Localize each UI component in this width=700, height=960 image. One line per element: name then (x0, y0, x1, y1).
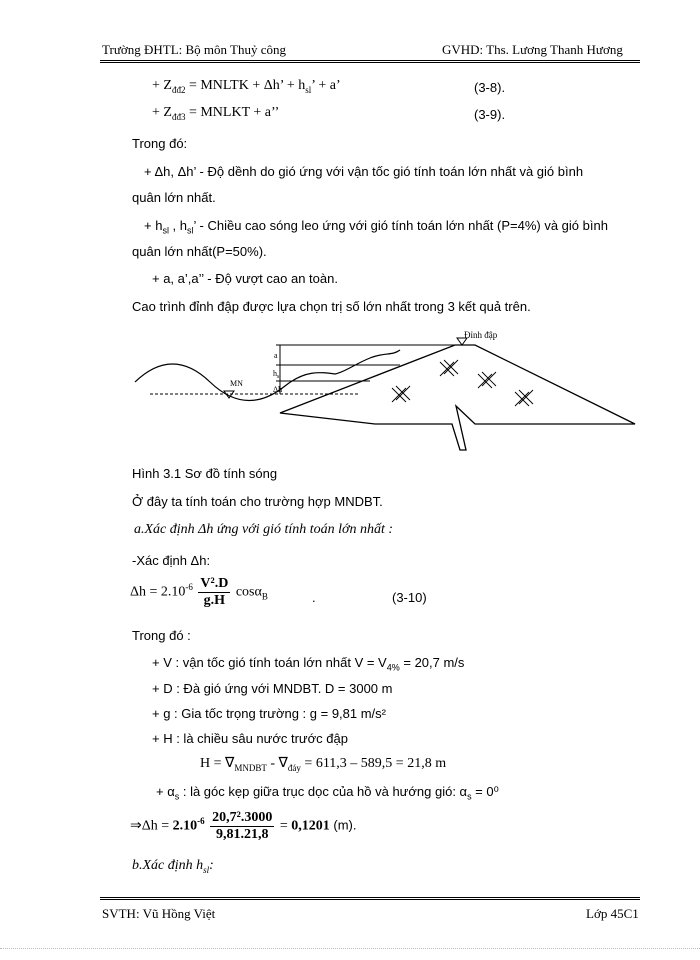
h-formula: $H = \nabla_{MNDBT} - \nabla_{đáy} = 611,3 - 589,5 = 21,8$ m (200, 756, 447, 773)
wave-diagram (130, 328, 645, 456)
summary-text: Cao trình đỉnh đập được lựa chọn trị số lớn nhất trong 3 kết quả trên. (132, 299, 531, 314)
case-line: Ở đây ta tính toán cho trường hợp MNDBT. (132, 494, 383, 509)
page-edge-dotted-line (0, 948, 700, 949)
equation-3-9: + $Z_{đđ3}$ = MNLKT + a’’ (152, 105, 280, 122)
equation-3-10-number: (3-10) (392, 590, 427, 605)
footer-rule-2 (100, 899, 640, 900)
bullet-safety: + a, a’,a’’ - Độ vượt cao an toàn. (152, 271, 338, 286)
bullet-delta-h-line1: + Δh, Δh’ - Độ dềnh do gió ứng với vận tốc gió tính toán lớn nhất và gió bình (144, 164, 584, 179)
trong-do-label: Trong đó: (132, 136, 188, 151)
equation-3-10: $\Delta h = 2.10^{-6}$ $\frac{\text{V².D}}{g.H}$ cosα$_B$ (130, 576, 268, 608)
header-left: Trường ĐHTL: Bộ môn Thuỷ công (102, 42, 287, 57)
mn-label: MN (230, 379, 243, 388)
bullet-hsl-line1: + $h_{sl}$ , $h_{sl}$’ - Chiều cao sóng leo ứng với gió tính toán lớn nhất (P=4%) và gió bình (144, 218, 608, 236)
header-rule-2 (100, 62, 640, 63)
footer-rule (100, 897, 640, 898)
header-right: GVHD: Ths. Lương Thanh Hương (442, 42, 623, 57)
a-label: a (274, 351, 278, 360)
param-h: + H : là chiều sâu nước trước đập (152, 731, 348, 746)
equation-3-9-number: (3-9). (474, 107, 506, 122)
hs-label: $h_s$ (273, 369, 280, 380)
equation-3-8: + $Z_{đđ2}$ = MNLTK + Δh’ + $h_{sl}$’ + a’ (152, 78, 341, 95)
param-v: + V : vận tốc gió tính toán lớn nhất $V = V_{4\%} = 20,7$ m/s (152, 655, 465, 673)
param-alpha: + $\alpha_s$ : là góc kẹp giữa trục dọc của hồ và hướng gió: $\alpha_s = 0^0$ (156, 784, 499, 802)
delta-h-result: ⇒Δh = $2.10^{-6}$ $\frac{\text{20,7².3000}}{9,81.21,8}$ = 0,1201 (m). (130, 810, 357, 842)
crest-label: Đỉnh đập (464, 330, 498, 340)
footer-right: Lớp 45C1 (586, 906, 639, 921)
figure-caption: Hình 3.1 Sơ đồ tính sóng (132, 466, 278, 481)
section-a-heading: a.Xác định Δh ứng với gió tính toán lớn nhất : (134, 522, 394, 537)
param-d: + D : Đà gió ứng với MNDBT. D = 3000 m (152, 681, 393, 696)
bullet-hsl-line2: quân lớn nhất(P=50%). (132, 244, 267, 259)
trong-do-label-2: Trong đó : (132, 628, 191, 643)
wave-line (135, 350, 400, 401)
footer-left: SVTH: Vũ Hồng Việt (102, 906, 216, 921)
determine-dh-label: -Xác định Δh: (132, 553, 211, 568)
equation-3-8-number: (3-8). (474, 80, 506, 95)
bullet-delta-h-line2: quân lớn nhất. (132, 190, 216, 205)
header-rule (100, 60, 640, 61)
equation-3-10-dot: . (312, 590, 316, 605)
fill-hatch-marks (392, 360, 533, 406)
param-g: + g : Gia tốc trọng trường : g = 9,81 m/s² (152, 706, 386, 721)
dh-label: Δh (273, 385, 283, 394)
section-b-heading: b.Xác định $h_{sl}$: (132, 858, 214, 875)
